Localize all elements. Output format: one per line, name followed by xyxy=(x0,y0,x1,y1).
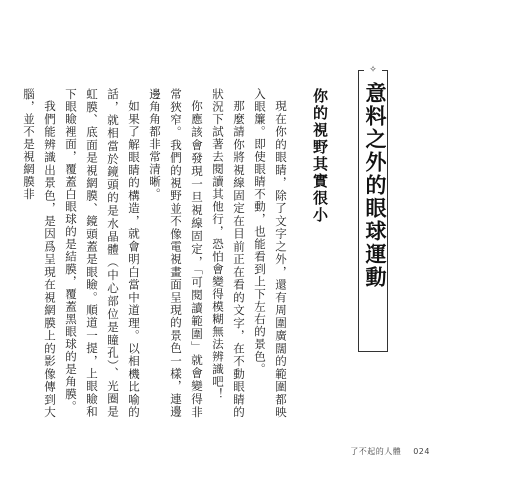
chapter-title: 意料之外的眼球運動 xyxy=(363,82,388,289)
page-footer xyxy=(350,446,430,457)
title-bottom-rule xyxy=(358,351,388,352)
footer-book-title: 了不起的人體 xyxy=(350,447,402,456)
paragraph: 那麼請你將視線固定在目前正在看的文字，在不動眼睛的狀況下試著去閱讀其他行，恐怕會變得模糊無法辨識吧！ xyxy=(211,88,246,418)
section-subtitle: 你的視野其實很小 xyxy=(311,88,329,224)
paragraph: 如果了解眼睛的構造，就會明白當中道理。以相機比喻的話，就相當於鏡頭的是水晶體（中心部位是瞳孔）、光圈是虹膜、底面是視網膜、鏡頭蓋是眼瞼。順道一提，上眼瞼和下眼瞼裡面，覆蓋白眼球的是結膜，覆蓋黑眼球的是角膜。 xyxy=(64,88,141,418)
paragraph: 現在你的眼睛，除了文字之外，還有周圍廣闊的範圍都映入眼簾。即使眼睛不動，也能看到上下左右的景色。 xyxy=(253,88,288,418)
paragraph: 我們能辨識出景色，是因爲呈現在視網膜上的影像傳到大腦，並不是視網膜非 xyxy=(22,88,57,418)
ornament-icon: ✧ xyxy=(364,64,382,76)
body-text xyxy=(22,88,291,418)
paragraph: 你應該會發現一旦視線固定，「可閱讀範圍」就會變得非常狹窄。我們的視野並不像電視畫面呈現的景色一樣，連邊邊角角都非常清晰。 xyxy=(148,88,204,418)
chapter-title-box xyxy=(356,64,390,352)
page-number: 024 xyxy=(413,447,430,456)
